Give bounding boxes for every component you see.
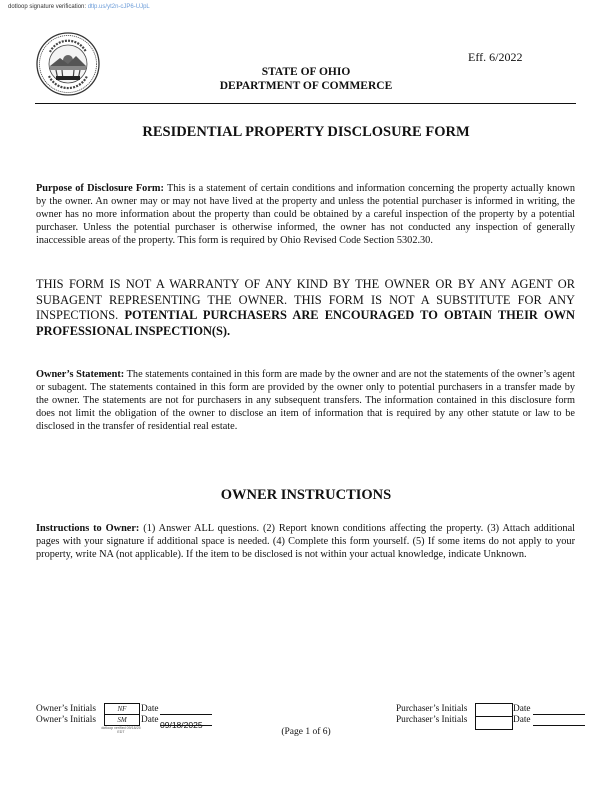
owner-date-label-2: Date bbox=[141, 715, 159, 725]
state-heading: STATE OF OHIO bbox=[261, 66, 351, 78]
purchaser-date-label-1: Date bbox=[513, 704, 531, 714]
purpose-label: Purpose of Disclosure Form: bbox=[36, 183, 164, 194]
owner-initials-box-2[interactable] bbox=[104, 714, 140, 726]
effective-date: Eff. 6/2022 bbox=[468, 50, 523, 64]
owner-initials-label: Owner’s Initials bbox=[36, 704, 96, 714]
owner-date-value-2: 09/18/2025 bbox=[160, 720, 203, 730]
owner-initials-signature-1: NF bbox=[117, 705, 127, 713]
header-divider bbox=[35, 103, 576, 104]
owner-instructions-heading: OWNER INSTRUCTIONS bbox=[220, 487, 392, 503]
purpose-text: This is a statement of certain conditions and information concerning the property actually known by the owner. An owner may or may not have lived at the property and unless the potential purchaser is informed in writing, the owner has no more information about the property than could be obtained by a careful inspection of the property by a potential purchaser. Unless the potential purchaser is otherwise informed, the owner has not conducted any inspection of generally inaccessible areas of the property. This form is required by Ohio Revised Code Section 5302.30. bbox=[36, 183, 575, 246]
instructions-paragraph bbox=[36, 522, 575, 561]
signature-verification bbox=[8, 4, 150, 10]
owner-initials-label-2: Owner’s Initials bbox=[36, 715, 96, 725]
purchaser-date-field-2[interactable] bbox=[533, 715, 585, 726]
owner-date-field-1[interactable] bbox=[160, 704, 212, 715]
signature-verification-stamp: dotloop verified 09/18/25 EDT bbox=[101, 726, 141, 734]
instructions-label: Instructions to Owner: bbox=[36, 523, 140, 534]
warning-text: THIS FORM IS NOT A WARRANTY OF ANY KIND BY THE OWNER OR BY ANY AGENT OR SUBAGENT REPRESENTING THE OWNER. THIS FORM IS NOT A SUBSTITUTE FOR ANY INSPECTIONS. bbox=[36, 277, 575, 322]
warning-bold-text: POTENTIAL PURCHASERS ARE ENCOURAGED TO OBTAIN THEIR OWN PROFESSIONAL INSPECTION(S). bbox=[36, 308, 575, 338]
warranty-warning bbox=[36, 277, 575, 339]
department-heading: DEPARTMENT OF COMMERCE bbox=[219, 80, 393, 92]
verification-link[interactable]: dtlp.us/yt2n-cJP6-UJpL bbox=[87, 4, 150, 10]
purchaser-initials-label-1: Purchaser’s Initials bbox=[396, 704, 468, 714]
owner-date-field-2[interactable] bbox=[160, 715, 212, 730]
purchaser-initials-label-2: Purchaser’s Initials bbox=[396, 715, 468, 725]
owner-statement-paragraph bbox=[36, 368, 575, 433]
verification-label: dotloop signature verification: bbox=[8, 4, 87, 10]
owner-date-label-1: Date bbox=[141, 704, 159, 714]
owner-statement-label: Owner’s Statement: bbox=[36, 369, 125, 380]
page-number: (Page 1 of 6) bbox=[281, 727, 331, 737]
purchaser-initials-box-1[interactable] bbox=[475, 703, 513, 717]
purpose-paragraph bbox=[36, 182, 575, 247]
owner-statement-text: The statements contained in this form are made by the owner and are not the statements of the owner’s agent or subagent. The statements contained in this form are provided by the owner only to potential purchasers in a transfer made by the owner. The statements are not for purchasers in any subsequent transfers. The information contained in this disclosure form does not limit the obligation of the owner to disclose an item of information that is required by any other statute or law to be disclosed in the transfer of residential real estate. bbox=[36, 369, 575, 432]
owner-initials-signature-2: SM bbox=[117, 716, 127, 724]
purchaser-date-field-1[interactable] bbox=[533, 704, 585, 715]
instructions-text: (1) Answer ALL questions. (2) Report known conditions affecting the property. (3) Attach additional pages with your signature if additional space is needed. (4) Complete this form yourself. (5) If some items do not apply to your property, write NA (not applicable). If the item to be disclosed is not within your actual knowledge, indicate Unknown. bbox=[36, 523, 576, 560]
purchaser-date-label-2: Date bbox=[513, 715, 531, 725]
form-title: RESIDENTIAL PROPERTY DISCLOSURE FORM bbox=[142, 124, 470, 140]
